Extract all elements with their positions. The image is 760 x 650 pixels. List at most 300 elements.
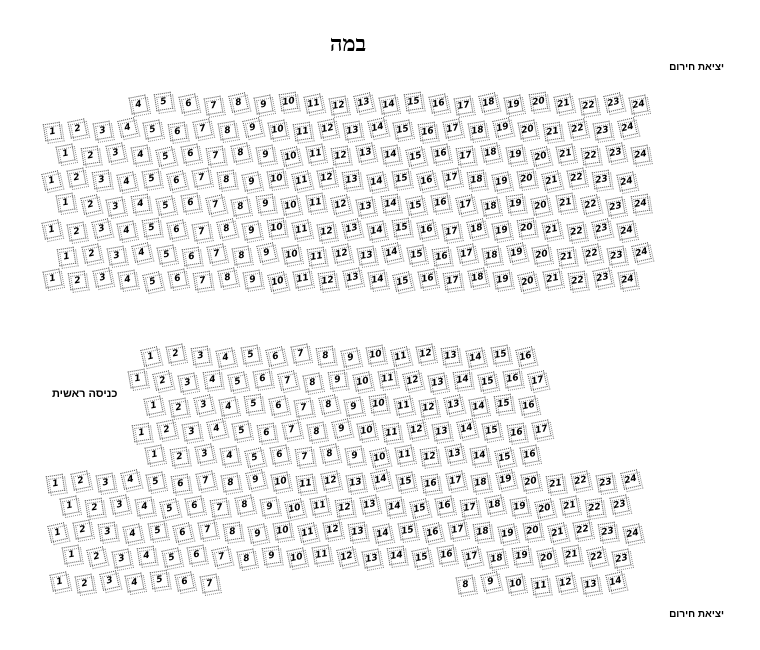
seat[interactable]: 8: [319, 443, 339, 463]
seat[interactable]: 13: [353, 92, 373, 112]
seat[interactable]: 7: [206, 243, 226, 263]
seat[interactable]: 7: [294, 398, 314, 418]
seat[interactable]: 3: [182, 422, 202, 442]
seat[interactable]: 14: [385, 497, 405, 517]
seat[interactable]: 14: [379, 95, 399, 115]
seat[interactable]: 4: [131, 242, 151, 262]
seat[interactable]: 7: [295, 447, 314, 466]
seat[interactable]: 7: [281, 419, 301, 439]
seat[interactable]: 21: [543, 269, 563, 289]
seat[interactable]: 10: [280, 195, 300, 215]
seat[interactable]: 5: [159, 498, 179, 518]
seat[interactable]: 16: [507, 423, 526, 442]
seat[interactable]: 1: [128, 369, 148, 389]
seat[interactable]: 9: [344, 397, 364, 417]
seat[interactable]: 14: [453, 370, 472, 389]
seat[interactable]: 22: [579, 96, 599, 116]
seat[interactable]: 2: [67, 222, 87, 242]
seat[interactable]: 4: [118, 270, 138, 290]
seat[interactable]: 4: [120, 469, 140, 489]
seat[interactable]: 15: [407, 245, 427, 265]
seat[interactable]: 6: [166, 170, 186, 190]
seat[interactable]: 23: [606, 197, 626, 217]
seat[interactable]: 17: [443, 271, 462, 290]
seat[interactable]: 8: [318, 394, 338, 414]
seat[interactable]: 2: [86, 546, 106, 566]
seat[interactable]: 4: [122, 523, 142, 543]
seat[interactable]: 19: [492, 117, 512, 137]
seat[interactable]: 2: [170, 447, 189, 466]
seat[interactable]: 9: [241, 171, 261, 191]
seat[interactable]: 18: [478, 92, 498, 112]
seat[interactable]: 15: [405, 195, 425, 215]
seat[interactable]: 4: [219, 397, 239, 417]
seat[interactable]: 2: [68, 271, 87, 290]
seat[interactable]: 4: [117, 221, 137, 241]
seat[interactable]: 16: [422, 522, 442, 542]
seat[interactable]: 20: [530, 146, 550, 166]
seat[interactable]: 2: [67, 118, 87, 138]
seat[interactable]: 13: [362, 549, 382, 569]
seat[interactable]: 12: [336, 546, 356, 566]
seat[interactable]: 1: [140, 346, 160, 366]
seat[interactable]: 21: [556, 144, 576, 164]
seat[interactable]: 22: [580, 194, 600, 214]
seat[interactable]: 9: [260, 497, 280, 517]
seat[interactable]: 4: [116, 171, 136, 191]
seat[interactable]: 9: [243, 270, 263, 290]
seat[interactable]: 6: [268, 395, 288, 415]
seat[interactable]: 7: [277, 370, 297, 390]
seat[interactable]: 20: [532, 245, 552, 265]
seat[interactable]: 24: [631, 242, 651, 262]
seat[interactable]: 12: [419, 398, 439, 418]
seat[interactable]: 10: [286, 547, 306, 567]
seat[interactable]: 8: [217, 267, 237, 287]
seat[interactable]: 1: [43, 269, 63, 289]
seat[interactable]: 3: [92, 267, 112, 287]
seat[interactable]: 3: [96, 473, 116, 493]
seat[interactable]: 7: [211, 546, 231, 566]
seat[interactable]: 11: [306, 144, 326, 164]
seat[interactable]: 19: [491, 171, 511, 191]
seat[interactable]: 11: [306, 193, 326, 213]
seat[interactable]: 1: [145, 445, 165, 465]
seat[interactable]: 13: [443, 394, 463, 414]
seat[interactable]: 7: [195, 470, 215, 490]
seat[interactable]: 11: [303, 93, 323, 113]
seat[interactable]: 15: [396, 472, 416, 492]
seat[interactable]: 9: [242, 117, 262, 137]
seat[interactable]: 3: [109, 494, 129, 514]
seat[interactable]: 13: [428, 373, 448, 393]
seat[interactable]: 22: [567, 222, 587, 242]
seat[interactable]: 11: [378, 369, 398, 389]
seat[interactable]: 17: [448, 520, 468, 540]
seat[interactable]: 13: [441, 346, 460, 365]
seat[interactable]: 7: [192, 168, 212, 188]
seat[interactable]: 15: [405, 146, 425, 166]
seat[interactable]: 11: [395, 445, 415, 465]
seat[interactable]: 8: [217, 170, 236, 189]
seat[interactable]: 5: [142, 169, 162, 189]
seat[interactable]: 13: [342, 267, 362, 287]
seat[interactable]: 17: [442, 118, 462, 138]
seat[interactable]: 8: [456, 575, 476, 595]
seat[interactable]: 7: [200, 574, 220, 594]
seat[interactable]: 1: [56, 144, 76, 164]
seat[interactable]: 16: [431, 193, 451, 213]
seat[interactable]: 20: [523, 521, 543, 541]
seat[interactable]: 22: [567, 168, 587, 188]
seat[interactable]: 12: [331, 243, 351, 263]
seat[interactable]: 8: [218, 121, 238, 141]
seat[interactable]: 5: [155, 146, 175, 166]
seat[interactable]: 17: [445, 470, 465, 490]
seat[interactable]: 12: [335, 498, 354, 517]
seat[interactable]: 5: [241, 345, 261, 365]
seat[interactable]: 22: [568, 271, 587, 290]
seat[interactable]: 5: [142, 271, 162, 291]
seat[interactable]: 12: [331, 146, 350, 165]
seat[interactable]: 7: [198, 520, 218, 540]
seat[interactable]: 12: [320, 470, 340, 490]
seat[interactable]: 5: [232, 421, 252, 441]
seat[interactable]: 1: [132, 423, 151, 442]
seat[interactable]: 2: [169, 398, 189, 418]
seat[interactable]: 16: [418, 122, 437, 141]
seat[interactable]: 7: [206, 146, 225, 165]
seat[interactable]: 3: [193, 394, 213, 414]
seat[interactable]: 24: [620, 469, 640, 489]
seat[interactable]: 6: [174, 571, 194, 591]
seat[interactable]: 4: [129, 95, 149, 115]
seat[interactable]: 16: [428, 93, 448, 113]
seat[interactable]: 10: [369, 447, 389, 467]
seat[interactable]: 13: [343, 121, 363, 141]
seat[interactable]: 6: [265, 346, 285, 366]
seat[interactable]: 16: [416, 219, 436, 239]
seat[interactable]: 6: [168, 269, 188, 289]
seat[interactable]: 16: [432, 247, 451, 266]
seat[interactable]: 19: [506, 145, 526, 165]
seat[interactable]: 16: [418, 269, 438, 289]
seat[interactable]: 13: [356, 197, 376, 217]
seat[interactable]: 20: [534, 498, 554, 518]
seat[interactable]: 9: [247, 523, 267, 543]
seat[interactable]: 6: [166, 219, 186, 239]
seat[interactable]: 3: [92, 170, 111, 189]
seat[interactable]: 6: [187, 545, 207, 565]
seat[interactable]: 14: [381, 242, 401, 262]
seat[interactable]: 9: [262, 546, 281, 565]
seat[interactable]: 17: [461, 546, 481, 566]
seat[interactable]: 18: [487, 549, 507, 569]
seat[interactable]: 15: [392, 218, 411, 237]
seat[interactable]: 7: [193, 271, 212, 290]
seat[interactable]: 15: [491, 345, 511, 365]
seat[interactable]: 14: [605, 571, 625, 591]
seat[interactable]: 23: [609, 494, 629, 514]
seat[interactable]: 6: [181, 193, 201, 213]
seat[interactable]: 12: [416, 344, 436, 364]
seat[interactable]: 1: [60, 496, 80, 516]
seat[interactable]: 3: [99, 570, 119, 590]
seat[interactable]: 10: [366, 345, 386, 365]
seat[interactable]: 10: [268, 120, 288, 140]
seat[interactable]: 21: [541, 170, 561, 190]
seat[interactable]: 2: [81, 146, 100, 165]
seat[interactable]: 5: [227, 371, 247, 391]
seat[interactable]: 20: [529, 92, 548, 111]
seat[interactable]: 5: [142, 218, 161, 237]
seat[interactable]: 17: [455, 194, 475, 214]
seat[interactable]: 6: [171, 474, 190, 493]
seat[interactable]: 14: [366, 171, 386, 191]
seat[interactable]: 12: [317, 168, 337, 188]
seat[interactable]: 5: [150, 570, 169, 589]
seat[interactable]: 19: [506, 194, 525, 213]
seat[interactable]: 19: [492, 221, 512, 241]
seat[interactable]: 16: [503, 369, 523, 389]
seat[interactable]: 12: [317, 118, 337, 138]
seat[interactable]: 24: [629, 95, 649, 115]
seat[interactable]: 22: [581, 146, 600, 165]
seat[interactable]: 5: [146, 472, 166, 492]
seat[interactable]: 8: [223, 522, 242, 541]
seat[interactable]: 10: [267, 271, 287, 291]
seat[interactable]: 7: [204, 96, 224, 116]
seat[interactable]: 7: [291, 344, 311, 364]
seat[interactable]: 16: [520, 445, 540, 465]
seat[interactable]: 16: [518, 395, 538, 415]
seat[interactable]: 2: [67, 168, 87, 188]
seat[interactable]: 8: [316, 346, 335, 365]
seat[interactable]: 15: [392, 169, 412, 189]
seat[interactable]: 5: [244, 394, 263, 413]
seat[interactable]: 11: [310, 496, 330, 516]
seat[interactable]: 17: [454, 96, 474, 116]
seat[interactable]: 24: [631, 194, 650, 213]
seat[interactable]: 3: [105, 142, 125, 162]
seat[interactable]: 8: [231, 197, 251, 217]
seat[interactable]: 21: [553, 93, 573, 113]
seat[interactable]: 4: [137, 546, 156, 565]
seat[interactable]: 13: [357, 246, 377, 266]
seat[interactable]: 3: [93, 121, 113, 141]
seat[interactable]: 15: [409, 498, 429, 518]
seat[interactable]: 2: [75, 574, 95, 594]
seat[interactable]: 1: [143, 395, 163, 415]
seat[interactable]: 18: [484, 494, 504, 514]
seat[interactable]: 13: [342, 170, 361, 189]
seat[interactable]: 11: [531, 576, 550, 595]
seat[interactable]: 18: [468, 121, 488, 141]
seat[interactable]: 13: [348, 522, 367, 541]
seat[interactable]: 6: [181, 144, 201, 164]
seat[interactable]: 19: [510, 497, 530, 517]
seat[interactable]: 10: [352, 371, 372, 391]
seat[interactable]: 21: [556, 193, 576, 213]
seat[interactable]: 23: [596, 473, 616, 493]
seat[interactable]: 5: [161, 547, 181, 567]
seat[interactable]: 13: [444, 443, 464, 463]
seat[interactable]: 15: [482, 421, 502, 441]
seat[interactable]: 6: [270, 445, 290, 465]
seat[interactable]: 11: [293, 269, 313, 289]
seat[interactable]: 7: [192, 222, 212, 242]
seat[interactable]: 23: [612, 549, 632, 569]
seat[interactable]: 2: [81, 243, 101, 263]
seat[interactable]: 23: [591, 218, 611, 238]
seat[interactable]: 19: [512, 546, 531, 565]
seat[interactable]: 9: [256, 242, 276, 262]
seat[interactable]: 24: [631, 145, 651, 165]
seat[interactable]: 3: [107, 246, 127, 266]
seat[interactable]: 18: [481, 197, 501, 217]
seat[interactable]: 22: [581, 243, 601, 263]
seat[interactable]: 9: [245, 469, 265, 489]
seat[interactable]: 17: [531, 419, 551, 439]
seat[interactable]: 7: [210, 498, 229, 517]
seat[interactable]: 21: [541, 219, 561, 239]
seat[interactable]: 3: [98, 522, 117, 541]
seat[interactable]: 14: [367, 117, 387, 137]
seat[interactable]: 15: [392, 271, 412, 291]
seat[interactable]: 9: [480, 571, 500, 591]
seat[interactable]: 16: [431, 144, 451, 164]
seat[interactable]: 13: [432, 422, 452, 442]
seat[interactable]: 11: [296, 474, 315, 493]
seat[interactable]: 17: [456, 146, 475, 165]
seat[interactable]: 15: [411, 547, 431, 567]
seat[interactable]: 5: [148, 521, 168, 541]
seat[interactable]: 3: [106, 197, 126, 217]
seat[interactable]: 21: [547, 522, 567, 542]
seat[interactable]: 3: [178, 373, 198, 393]
seat[interactable]: 9: [254, 95, 274, 115]
seat[interactable]: 9: [328, 370, 347, 389]
seat[interactable]: 14: [465, 347, 485, 367]
seat[interactable]: 14: [372, 523, 392, 543]
seat[interactable]: 10: [284, 498, 304, 518]
seat[interactable]: 4: [215, 347, 235, 367]
seat[interactable]: 22: [586, 546, 606, 566]
seat[interactable]: 12: [555, 572, 575, 592]
seat[interactable]: 4: [135, 497, 155, 517]
seat[interactable]: 19: [504, 95, 524, 115]
seat[interactable]: 8: [230, 142, 250, 162]
seat[interactable]: 10: [357, 421, 377, 441]
seat[interactable]: 2: [166, 344, 186, 364]
seat[interactable]: 5: [154, 92, 173, 111]
seat[interactable]: 20: [530, 195, 550, 215]
seat[interactable]: 10: [267, 218, 286, 237]
seat[interactable]: 4: [206, 418, 226, 438]
seat[interactable]: 11: [293, 122, 312, 141]
seat[interactable]: 6: [172, 522, 192, 542]
seat[interactable]: 7: [192, 118, 212, 138]
seat[interactable]: 1: [46, 474, 65, 493]
seat[interactable]: 23: [593, 121, 613, 141]
seat[interactable]: 2: [73, 520, 93, 540]
seat[interactable]: 14: [368, 270, 388, 290]
seat[interactable]: 18: [471, 473, 491, 493]
seat[interactable]: 24: [616, 171, 636, 191]
seat[interactable]: 1: [47, 522, 67, 542]
seat[interactable]: 10: [280, 146, 300, 166]
seat[interactable]: 1: [62, 545, 82, 565]
seat[interactable]: 22: [573, 520, 593, 540]
seat[interactable]: 5: [157, 245, 177, 265]
seat[interactable]: 1: [43, 122, 62, 141]
seat[interactable]: 4: [131, 194, 150, 213]
seat[interactable]: 2: [70, 470, 90, 490]
seat[interactable]: 24: [617, 117, 637, 137]
seat[interactable]: 9: [340, 347, 360, 367]
seat[interactable]: 24: [618, 270, 638, 290]
seat[interactable]: 19: [497, 523, 517, 543]
seat[interactable]: 22: [567, 118, 587, 138]
seat[interactable]: 16: [416, 170, 436, 190]
seat[interactable]: 16: [515, 346, 535, 366]
seat[interactable]: 6: [257, 423, 276, 442]
seat[interactable]: 11: [291, 170, 311, 190]
seat[interactable]: 21: [557, 247, 576, 266]
seat[interactable]: 10: [267, 169, 287, 189]
seat[interactable]: 16: [435, 496, 455, 516]
seat[interactable]: 23: [605, 142, 625, 162]
seat[interactable]: 17: [442, 222, 462, 242]
seat[interactable]: 18: [480, 142, 500, 162]
seat[interactable]: 11: [390, 346, 410, 366]
seat[interactable]: 8: [228, 92, 248, 112]
seat[interactable]: 2: [80, 194, 100, 214]
seat[interactable]: 9: [331, 418, 351, 438]
seat[interactable]: 2: [152, 370, 172, 390]
seat[interactable]: 11: [291, 219, 311, 239]
seat[interactable]: 9: [345, 446, 365, 466]
seat[interactable]: 6: [253, 369, 273, 389]
seat[interactable]: 1: [49, 571, 69, 591]
seat[interactable]: 14: [367, 221, 387, 241]
seat[interactable]: 17: [456, 243, 476, 263]
seat[interactable]: 7: [205, 194, 225, 214]
seat[interactable]: 17: [460, 498, 479, 517]
seat[interactable]: 10: [506, 574, 526, 594]
seat[interactable]: 13: [359, 494, 379, 514]
seat[interactable]: 20: [517, 218, 536, 237]
seat[interactable]: 9: [256, 194, 275, 213]
seat[interactable]: 20: [518, 120, 538, 140]
seat[interactable]: 5: [155, 195, 175, 215]
seat[interactable]: 6: [185, 496, 205, 516]
seat[interactable]: 12: [402, 370, 422, 390]
seat[interactable]: 3: [91, 218, 111, 238]
seat[interactable]: 20: [517, 271, 537, 291]
seat[interactable]: 15: [477, 371, 497, 391]
seat[interactable]: 1: [57, 247, 76, 266]
seat[interactable]: 20: [517, 169, 537, 189]
seat[interactable]: 4: [220, 446, 240, 466]
seat[interactable]: 3: [112, 549, 132, 569]
seat[interactable]: 3: [194, 443, 214, 463]
seat[interactable]: 15: [494, 394, 513, 413]
seat[interactable]: 9: [256, 145, 276, 165]
seat[interactable]: 12: [323, 520, 343, 540]
seat[interactable]: 13: [355, 142, 375, 162]
seat[interactable]: 23: [598, 522, 617, 541]
